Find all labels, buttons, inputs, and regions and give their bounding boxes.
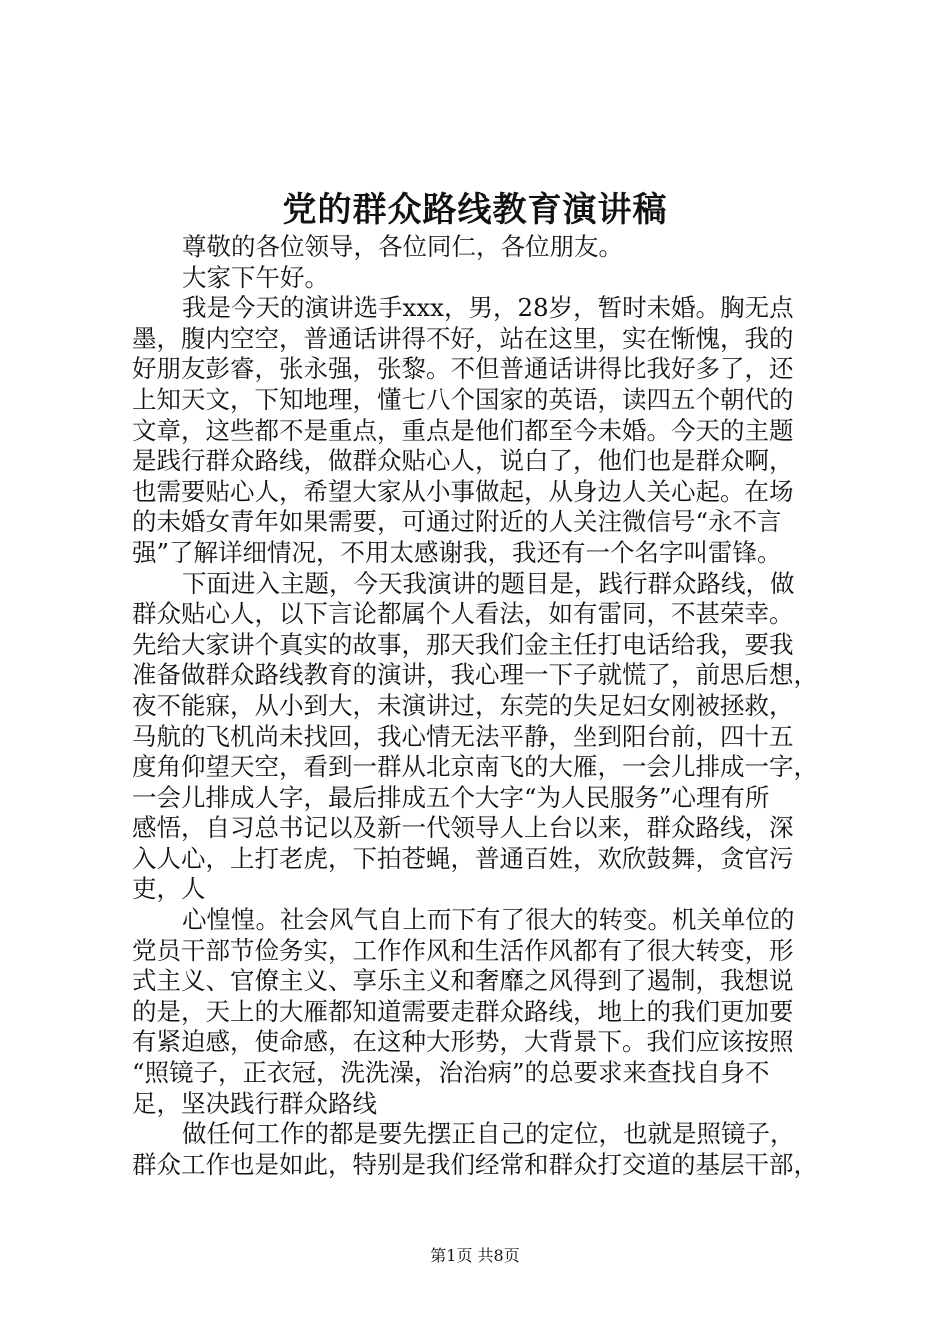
text-line: 做任何工作的都是要先摆正自己的定位，也就是照镜子， bbox=[182, 1119, 795, 1149]
text-line: 党员干部节俭务实，工作作风和生活作风都有了很大转变，形 bbox=[132, 935, 794, 965]
text-line: 群众工作也是如此，特别是我们经常和群众打交道的基层干部， bbox=[132, 1149, 818, 1179]
text-line: 的未婚女青年如果需要，可通过附近的人关注微信号“永不言 bbox=[132, 507, 782, 537]
text-line: 心惶惶。社会风气自上而下有了很大的转变。机关单位的 bbox=[182, 905, 795, 935]
text-line: 式主义、官僚主义、享乐主义和奢靡之风得到了遏制，我想说 bbox=[132, 966, 794, 996]
text-line: 足，坚决践行群众路线 bbox=[132, 1088, 377, 1118]
text-line: 下面进入主题，今天我演讲的题目是，践行群众路线，做 bbox=[182, 568, 795, 598]
text-line: 大家下午好。 bbox=[182, 262, 329, 292]
text-line: 好朋友彭睿，张永强，张黎。不但普通话讲得比我好多了，还 bbox=[132, 354, 794, 384]
text-line: 吏，人 bbox=[132, 874, 206, 904]
text-line: 夜不能寐，从小到大，未演讲过，东莞的失足妇女刚被拯救， bbox=[132, 690, 794, 720]
text-line: 度角仰望天空，看到一群从北京南飞的大雁，一会儿排成一字， bbox=[132, 752, 818, 782]
text-line: 上知天文，下知地理，懂七八个国家的英语，读四五个朝代的 bbox=[132, 384, 794, 414]
text-line: 也需要贴心人，希望大家从小事做起，从身边人关心起。在场 bbox=[132, 476, 794, 506]
text-line: 感悟，自习总书记以及新一代领导人上台以来，群众路线，深 bbox=[132, 813, 794, 843]
page-footer: 第1页 共8页 bbox=[430, 1246, 520, 1265]
text-line: 墨，腹内空空，普通话讲得不好，站在这里，实在惭愧，我的 bbox=[132, 323, 794, 353]
text-line: 的是，天上的大雁都知道需要走群众路线，地上的我们更加要 bbox=[132, 996, 794, 1026]
text-line: 强”了解详细情况，不用太感谢我，我还有一个名字叫雷锋。 bbox=[132, 537, 782, 567]
text-line: “照镜子，正衣冠，洗洗澡，治治病”的总要求来查找自身不 bbox=[132, 1058, 770, 1088]
text-line: 马航的飞机尚未找回，我心情无法平静，坐到阳台前，四十五 bbox=[132, 721, 794, 751]
text-line: 是践行群众路线，做群众贴心人，说白了，他们也是群众啊， bbox=[132, 446, 794, 476]
text-line: 尊敬的各位领导，各位同仁，各位朋友。 bbox=[182, 232, 623, 261]
text-line: 准备做群众路线教育的演讲，我心理一下子就慌了，前思后想， bbox=[132, 660, 818, 690]
document-body bbox=[132, 232, 832, 1180]
text-line: 入人心，上打老虎，下拍苍蝇，普通百姓，欢欣鼓舞，贪官污 bbox=[132, 843, 794, 873]
document-title: 党的群众路线教育演讲稿 bbox=[282, 190, 668, 230]
text-line: 我是今天的演讲选手xxx，男，28岁，暂时未婚。胸无点 bbox=[182, 293, 794, 323]
text-line: 一会儿排成人字，最后排成五个大字“为人民服务”心理有所 bbox=[132, 782, 770, 812]
text-line: 先给大家讲个真实的故事，那天我们金主任打电话给我，要我 bbox=[132, 629, 794, 659]
text-line: 文章，这些都不是重点，重点是他们都至今未婚。今天的主题 bbox=[132, 415, 794, 445]
text-line: 群众贴心人，以下言论都属个人看法，如有雷同，不甚荣幸。 bbox=[132, 599, 794, 629]
text-line: 有紧迫感，使命感，在这种大形势，大背景下。我们应该按照 bbox=[132, 1027, 794, 1057]
